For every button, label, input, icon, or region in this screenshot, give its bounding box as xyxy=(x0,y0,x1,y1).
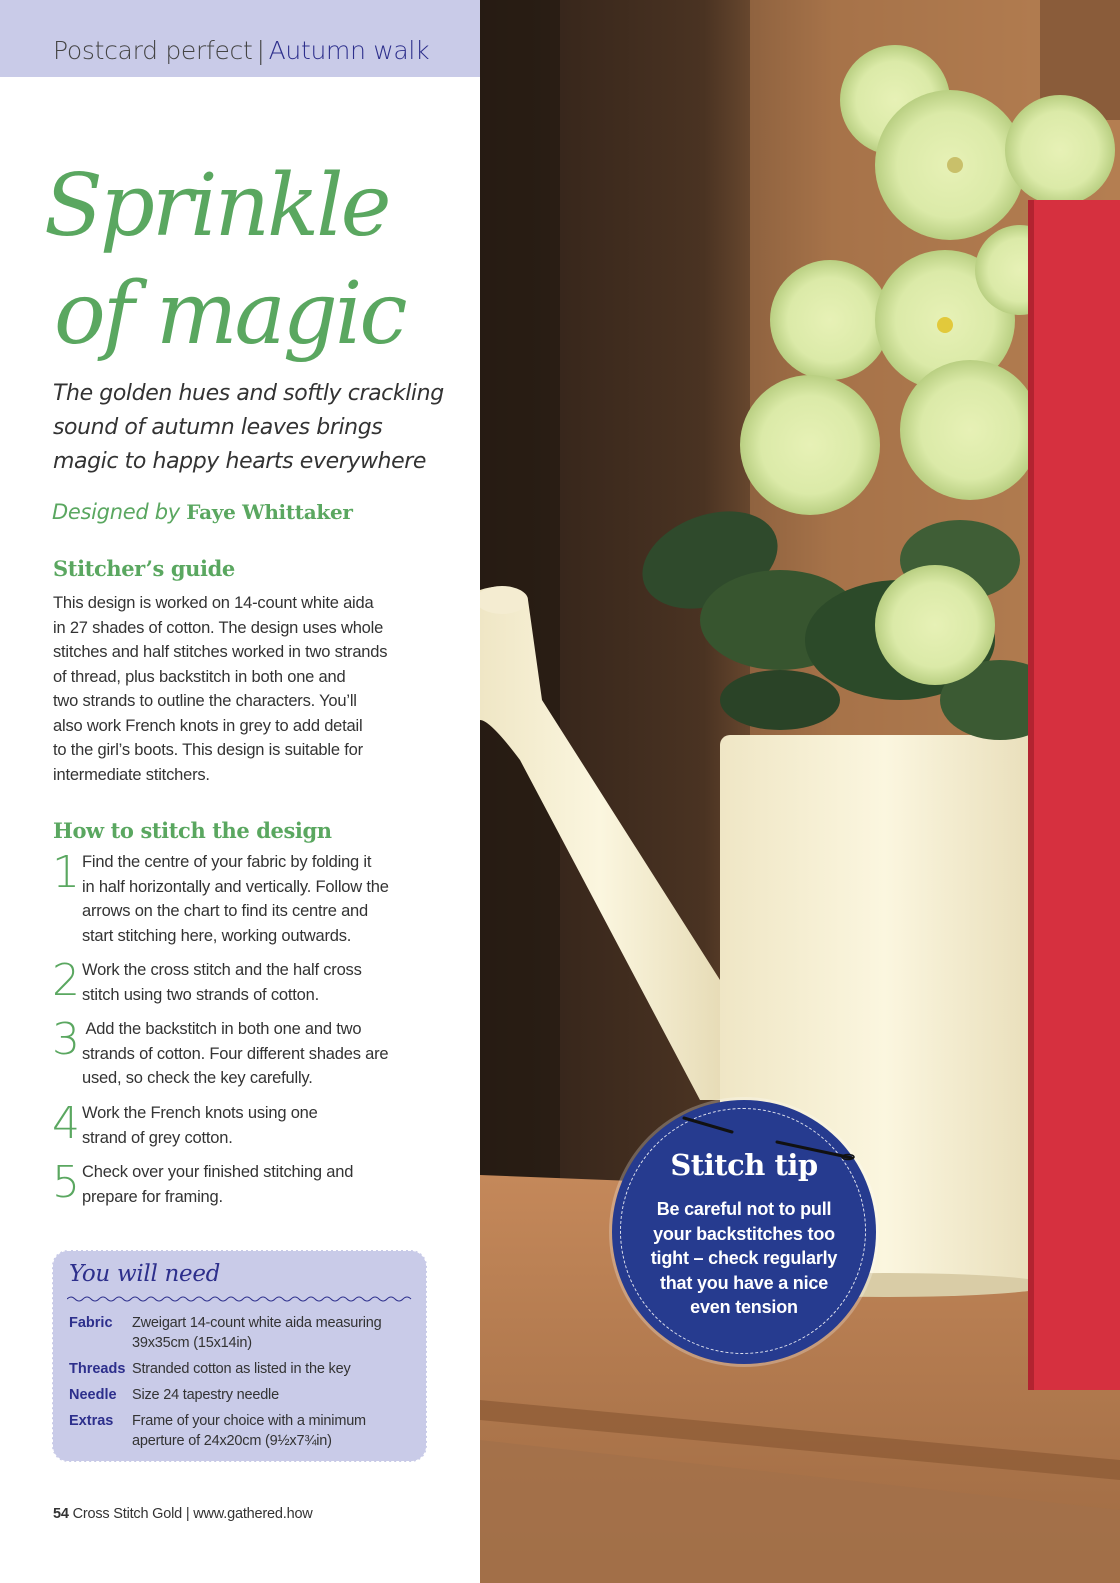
stitch-tip-body xyxy=(634,1197,854,1320)
byline xyxy=(52,500,353,524)
need-value xyxy=(132,1313,417,1353)
guide-line: This design is worked on 14-count white aida xyxy=(53,594,374,612)
need-line: Stranded cotton as listed in the key xyxy=(132,1361,351,1377)
title-line-1: Sprinkle xyxy=(44,156,389,256)
standfirst-line: sound of autumn leaves brings xyxy=(53,415,383,440)
step-number: 4 xyxy=(52,1098,80,1149)
stitch-tip-badge xyxy=(612,1100,876,1364)
article-column xyxy=(0,0,480,1583)
need-key: Extras xyxy=(69,1413,114,1429)
step-line: in half horizontally and vertically. Follow the xyxy=(82,877,389,896)
step-number: 1 xyxy=(52,847,80,898)
tip-line: Be careful not to pull xyxy=(656,1199,832,1219)
step-line: strand of grey cotton. xyxy=(82,1128,233,1147)
need-value xyxy=(132,1385,417,1405)
section-header xyxy=(0,0,480,77)
red-card xyxy=(1028,200,1120,1390)
footer-separator: | xyxy=(185,1506,190,1522)
stitchers-guide-body xyxy=(53,591,443,787)
subsection-name: Autumn walk xyxy=(268,36,430,65)
title-line-2: of magic xyxy=(54,264,405,364)
step-text xyxy=(82,1160,442,1209)
guide-line: in 27 shades of cotton. The design uses whole xyxy=(53,618,384,637)
designer-name: Faye Whittaker xyxy=(186,500,353,524)
magazine-name: Cross Stitch Gold xyxy=(72,1506,182,1522)
step-line: prepare for framing. xyxy=(82,1187,223,1206)
you-will-need-heading: You will need xyxy=(69,1261,221,1287)
need-key: Threads xyxy=(69,1361,126,1377)
need-line: 39x35cm (15x14in) xyxy=(132,1335,252,1351)
section-title xyxy=(53,36,429,65)
need-key: Needle xyxy=(69,1387,117,1403)
guide-line: two strands to outline the characters. You’ll xyxy=(53,692,357,710)
step-line: used, so check the key carefully. xyxy=(82,1069,313,1087)
you-will-need-box xyxy=(52,1250,427,1462)
standfirst xyxy=(53,377,463,479)
step-number: 2 xyxy=(52,955,80,1006)
step-line: Work the cross stitch and the half cross xyxy=(82,961,362,979)
tip-line: your backstitches too xyxy=(653,1223,835,1244)
step-line: strands of cotton. Four different shades are xyxy=(82,1044,389,1063)
section-separator: | xyxy=(256,36,265,65)
guide-line: also work French knots in grey to add detail xyxy=(53,716,363,735)
page-footer xyxy=(53,1506,313,1522)
article-title xyxy=(44,152,464,368)
step-line: Check over your finished stitching and xyxy=(82,1163,354,1181)
step-line: arrows on the chart to find its centre and xyxy=(82,902,369,920)
step-number: 5 xyxy=(52,1157,80,1208)
website-link[interactable]: www.gathered.how xyxy=(193,1506,313,1522)
need-value xyxy=(132,1411,417,1451)
stitch-tip-heading: Stitch tip xyxy=(670,1148,818,1182)
need-line: Zweigart 14-count white aida measuring xyxy=(132,1315,382,1331)
step-text xyxy=(82,1101,442,1150)
section-name: Postcard perfect xyxy=(53,36,253,65)
page-number: 54 xyxy=(53,1506,69,1522)
byline-prefix: Designed by xyxy=(52,500,180,524)
tip-line: that you have a nice xyxy=(659,1272,829,1293)
need-line: Frame of your choice with a minimum xyxy=(132,1413,366,1429)
standfirst-line: The golden hues and softly crackling xyxy=(53,381,444,406)
need-key: Fabric xyxy=(69,1315,113,1331)
need-line: Size 24 tapestry needle xyxy=(132,1387,279,1403)
stitchers-guide-heading: Stitcher’s guide xyxy=(53,556,235,581)
need-line: aperture of 24x20cm (9½x7¾in) xyxy=(132,1433,332,1449)
guide-line: stitches and half stitches worked in two strands xyxy=(53,643,388,661)
step-line: start stitching here, working outwards. xyxy=(82,926,352,945)
step-number: 3 xyxy=(52,1014,80,1065)
how-to-heading: How to stitch the design xyxy=(53,818,332,843)
wavy-divider xyxy=(67,1295,412,1303)
tip-line: even tension xyxy=(690,1297,798,1317)
step-text xyxy=(82,850,442,948)
guide-line: to the girl’s boots. This design is suitable for xyxy=(53,741,363,759)
step-line: stitch using two strands of cotton. xyxy=(82,985,319,1004)
step-line: Work the French knots using one xyxy=(82,1104,318,1122)
step-text xyxy=(82,1017,442,1091)
need-value xyxy=(132,1359,417,1379)
step-text xyxy=(82,958,442,1007)
guide-line: of thread, plus backstitch in both one and xyxy=(53,667,346,686)
step-line: Find the centre of your fabric by folding it xyxy=(82,853,372,871)
step-line: Add the backstitch in both one and two xyxy=(82,1020,362,1038)
guide-line: intermediate stitchers. xyxy=(53,765,210,784)
standfirst-line: magic to happy hearts everywhere xyxy=(53,449,427,474)
tip-line: tight – check regularly xyxy=(650,1248,838,1268)
